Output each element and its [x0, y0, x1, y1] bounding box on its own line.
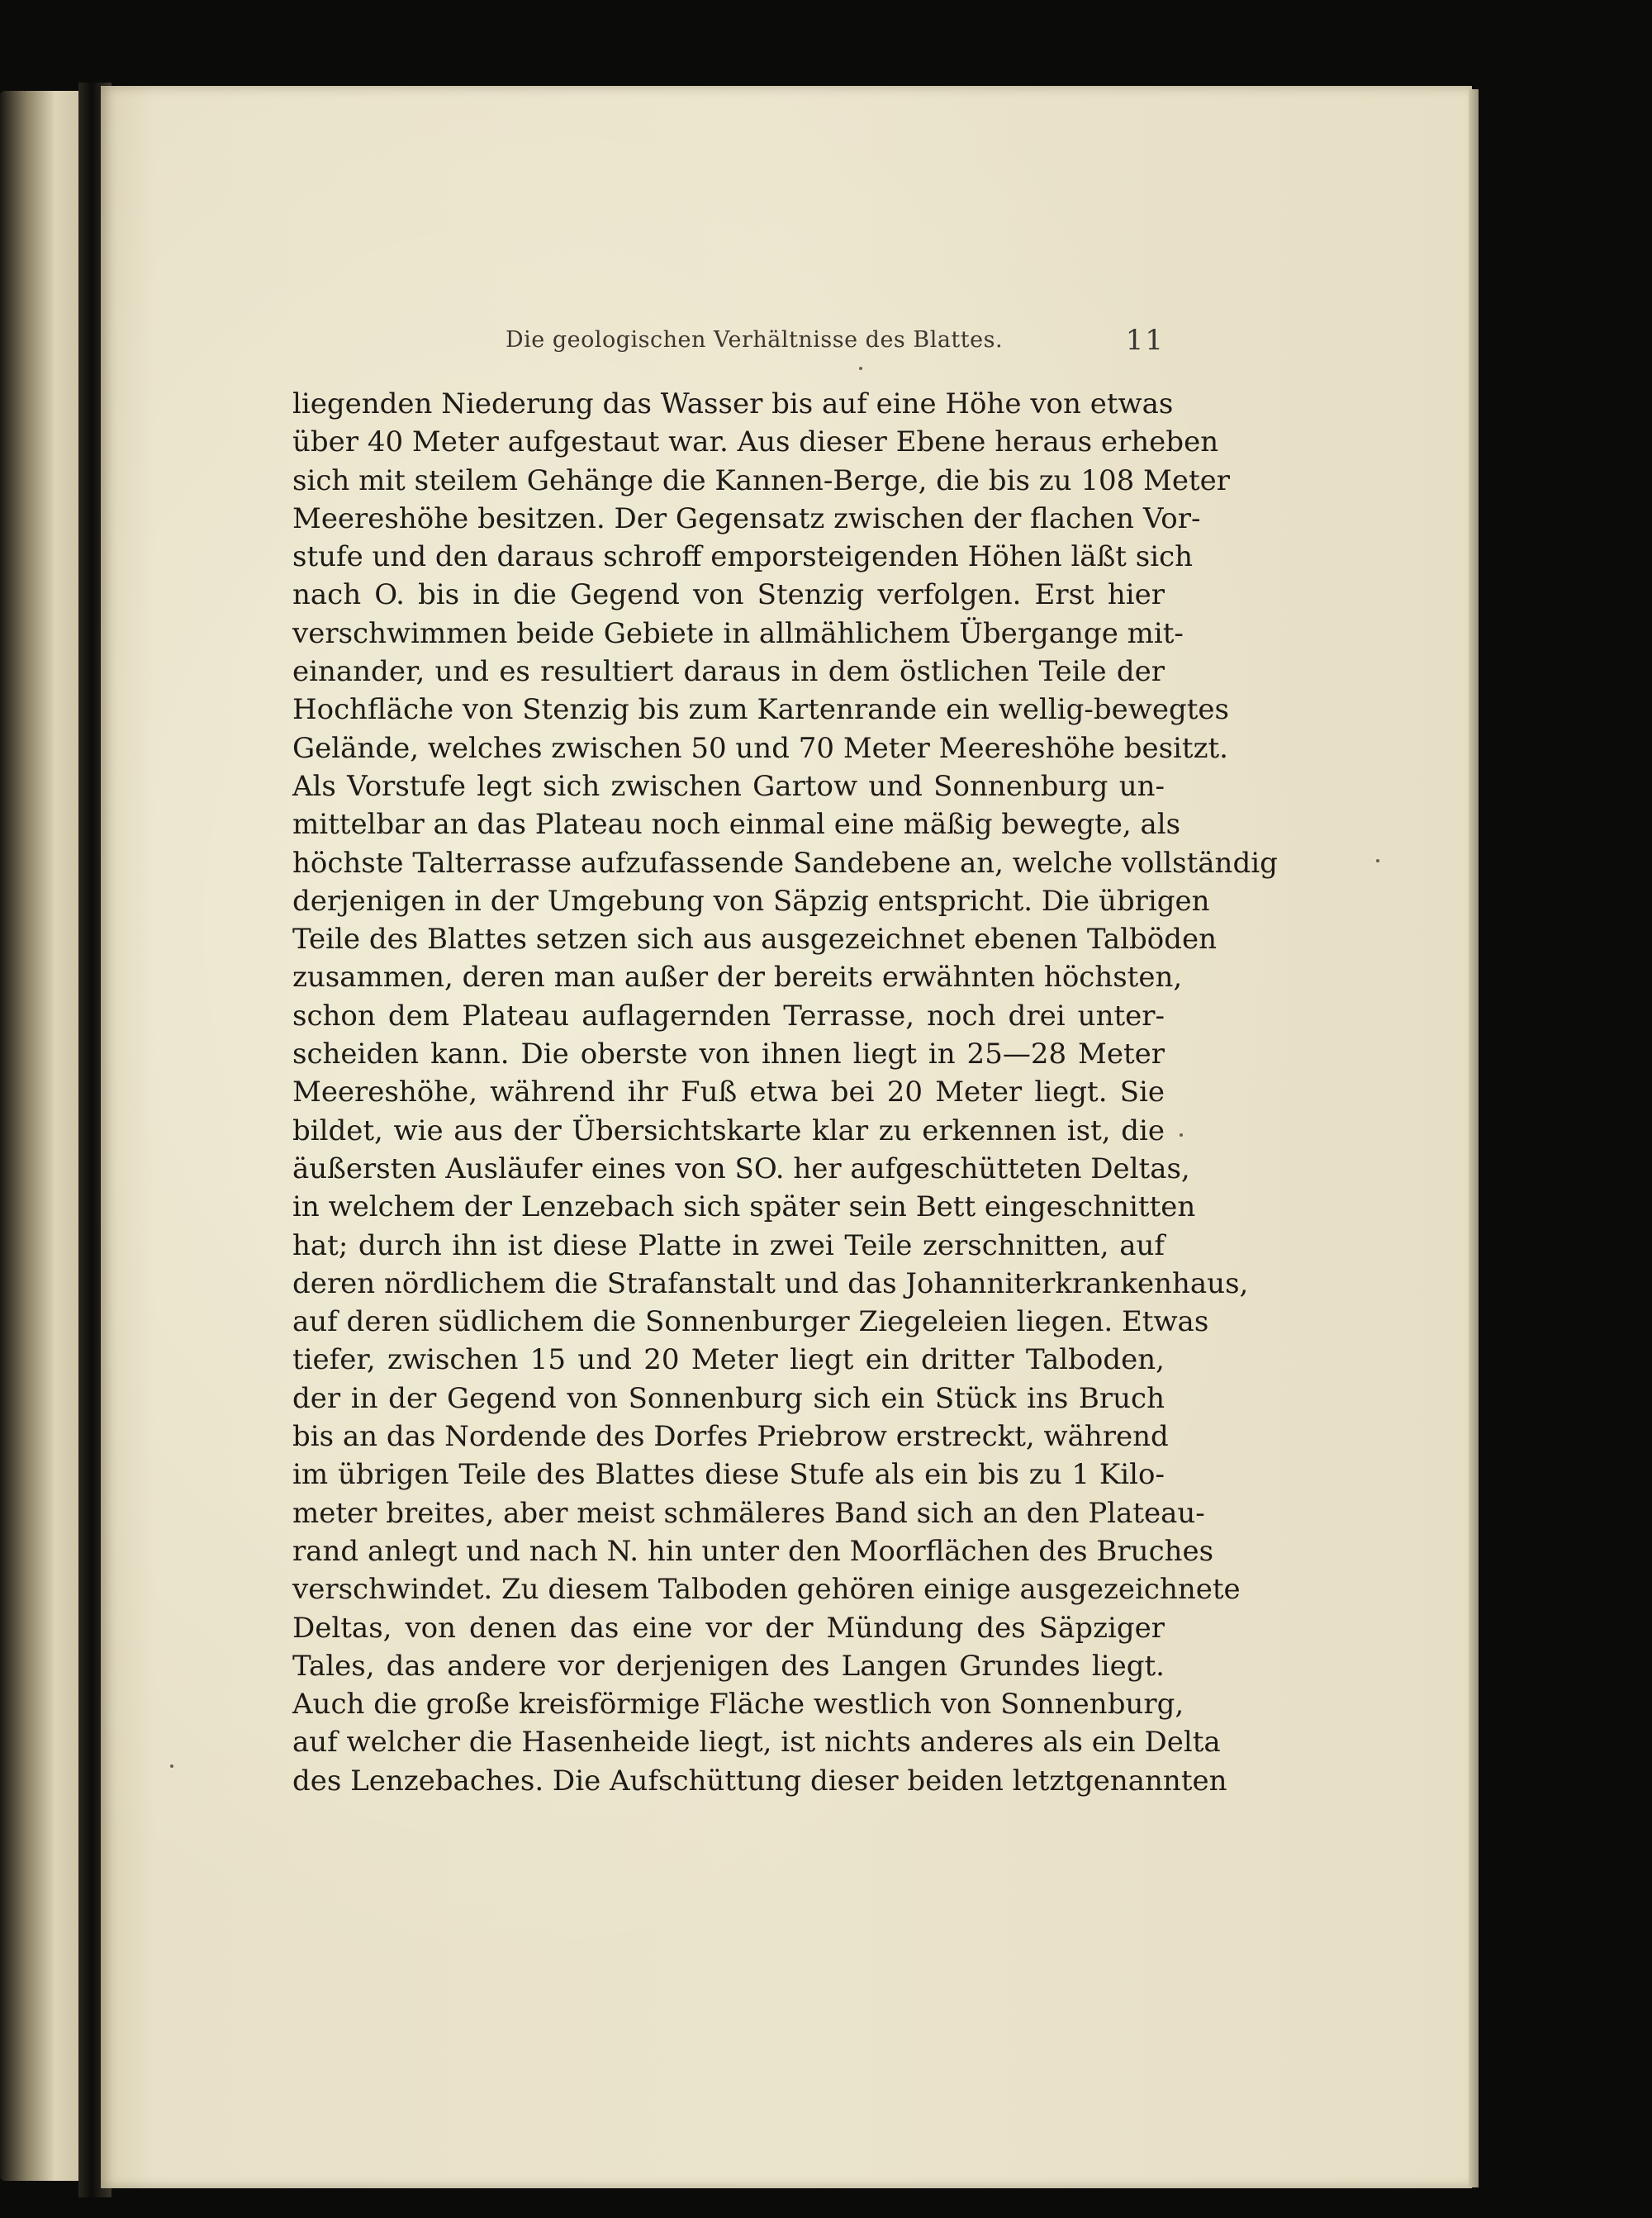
text-line: verschwimmen beide Gebiete in allmählichem Übergange mit-: [292, 616, 1184, 650]
text-line: des Lenzebaches. Die Aufschüttung dieser beiden letztgenannten: [292, 1764, 1227, 1798]
body-text: [292, 385, 1278, 1800]
text-line: meter breites, aber meist schmäleres Band sich an den Plateau-: [292, 1496, 1205, 1530]
paper-speck: [1376, 859, 1379, 862]
text-line: Auch die große kreisförmige Fläche westlich von Sonnenburg,: [292, 1688, 1184, 1722]
left-page-edge: [0, 91, 78, 2181]
text-line: auf deren südlichem die Sonnenburger Ziegeleien liegen. Etwas: [292, 1305, 1209, 1339]
text-line: scheiden kann. Die oberste von ihnen liegt in 25—28 Meter: [292, 1038, 1165, 1071]
paper-speck: [170, 1764, 173, 1768]
text-line: über 40 Meter aufgestaut war. Aus dieser Ebene heraus erheben: [292, 425, 1219, 459]
text-line: derjenigen in der Umgebung von Säpzig entspricht. Die übrigen: [292, 884, 1210, 918]
text-line: äußersten Ausläufer eines von SO. her aufgeschütteten Deltas,: [292, 1152, 1190, 1185]
text-line: mittelbar an das Plateau noch einmal eine mäßig bewegte, als: [292, 808, 1181, 842]
text-line: rand anlegt und nach N. hin unter den Moorflächen des Bruches: [292, 1534, 1214, 1568]
text-line: bildet, wie aus der Übersichtskarte klar zu erkennen ist, die: [292, 1114, 1165, 1147]
text-line: zusammen, deren man außer der bereits erwähnten höchsten,: [292, 961, 1183, 995]
text-line: Deltas, von denen das eine vor der Mündung des Säpziger: [292, 1611, 1165, 1645]
text-line: der in der Gegend von Sonnenburg sich ein Stück ins Bruch: [292, 1381, 1165, 1415]
text-line: Meereshöhe, während ihr Fuß etwa bei 20 Meter liegt. Sie: [292, 1076, 1165, 1109]
page-header: [388, 324, 1165, 365]
page-edge: [1469, 89, 1479, 2187]
text-line: Tales, das andere vor derjenigen des Langen Grundes liegt.: [292, 1649, 1165, 1683]
text-line: bis an das Nordende des Dorfes Priebrow erstreckt, während: [292, 1420, 1169, 1454]
running-title: Die geologischen Verhältnisse des Blattes.: [506, 327, 1004, 353]
page-number: 11: [1125, 324, 1165, 357]
text-line: im übrigen Teile des Blattes diese Stufe als ein bis zu 1 Kilo-: [292, 1458, 1165, 1492]
paper-speck: [859, 367, 862, 370]
text-line: schon dem Plateau auflagernden Terrasse, noch drei unter-: [292, 999, 1165, 1033]
text-line: nach O. bis in die Gegend von Stenzig verfolgen. Erst hier: [292, 578, 1165, 612]
text-line: Meereshöhe besitzen. Der Gegensatz zwischen der flachen Vor-: [292, 501, 1201, 535]
text-line: in welchem der Lenzebach sich später sein Bett eingeschnitten: [292, 1190, 1196, 1224]
text-line: sich mit steilem Gehänge die Kannen-Berge, die bis zu 108 Meter: [292, 463, 1230, 497]
text-line: höchste Talterrasse aufzufassende Sandebene an, welche vollständig: [292, 846, 1278, 880]
text-line: Teile des Blattes setzen sich aus ausgezeichnet ebenen Talböden: [292, 923, 1218, 957]
text-line: auf welcher die Hasenheide liegt, ist nichts anderes als ein Delta: [292, 1726, 1221, 1760]
text-line: tiefer, zwischen 15 und 20 Meter liegt ein dritter Talboden,: [292, 1343, 1165, 1377]
text-line: Gelände, welches zwischen 50 und 70 Meter Meereshöhe besitzt.: [292, 731, 1228, 765]
text-line: Als Vorstufe legt sich zwischen Gartow und Sonnenburg un-: [292, 769, 1165, 803]
paper-speck: [1180, 1133, 1183, 1137]
text-line: Hochfläche von Stenzig bis zum Kartenrande ein wellig-bewegtes: [292, 693, 1229, 727]
text-line: hat; durch ihn ist diese Platte in zwei Teile zerschnitten, auf: [292, 1228, 1165, 1262]
text-line: liegenden Niederung das Wasser bis auf eine Höhe von etwas: [292, 387, 1174, 420]
text-line: deren nördlichem die Strafanstalt und das Johanniterkrankenhaus,: [292, 1266, 1249, 1300]
text-line: stufe und den daraus schroff emporsteigenden Höhen läßt sich: [292, 540, 1194, 574]
text-line: einander, und es resultiert daraus in dem östlichen Teile der: [292, 655, 1165, 689]
text-line: verschwindet. Zu diesem Talboden gehören einige ausgezeichnete: [292, 1573, 1241, 1607]
